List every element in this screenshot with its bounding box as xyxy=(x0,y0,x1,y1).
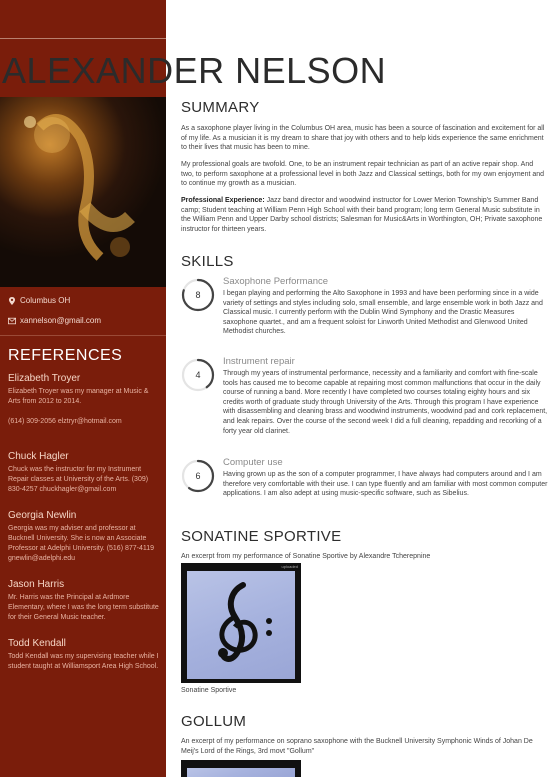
skill-description: Having grown up as the son of a computer programmer, I have always had computers around and I am therefore very comfortable with their use. I can type fluently and am familiar with most common computer applications. I am also adept at using music-specific software, such as Sibelius. xyxy=(223,471,548,498)
reference-item xyxy=(8,451,160,495)
reference-item xyxy=(8,638,160,672)
sonatine-caption: Sonatine Sportive xyxy=(181,687,237,694)
location-text: Columbus OH xyxy=(20,296,71,305)
skill-name: Saxophone Performance xyxy=(223,276,329,287)
skill-level: 4 xyxy=(195,370,201,380)
reference-item xyxy=(8,579,160,623)
saxophone-image xyxy=(0,97,166,287)
video-thumbnail xyxy=(187,768,295,777)
skill-name: Computer use xyxy=(223,457,283,468)
skill-description: I began playing and performing the Alto Saxophone in 1993 and have been performing since in a wide variety of settings and styles including solo, small ensemble, and large ensemble work in both Jazz and Classical music. I currently perform with the Dublin Wind Symphony and the Drastic Measures saxophone quartet., and am a frequent soloist for Linworth United Methodist and Glenwood United Methodist churches. xyxy=(223,290,543,336)
profile-photo xyxy=(0,97,166,287)
skill-name: Instrument repair xyxy=(223,356,295,367)
sonatine-excerpt: An excerpt from my performance of Sonatine Sportive by Alexandre Tcherepnine xyxy=(181,553,431,560)
sidebar-divider xyxy=(0,335,166,336)
experience-label: Professional Experience: xyxy=(181,197,265,204)
references-title: REFERENCES xyxy=(8,347,123,364)
gollum-title: GOLLUM xyxy=(181,713,247,730)
reference-name: Chuck Hagler xyxy=(8,451,69,462)
gollum-excerpt: An excerpt of my performance on soprano saxophone with the Bucknell University Symphonic Winds of Johan De Meij's Lord of the Rings, 3rd movt "Gollum" xyxy=(181,738,533,755)
video-tag: uploaded xyxy=(281,564,298,569)
email-text[interactable]: xannelson@gmail.com xyxy=(20,316,102,325)
skill-level: 6 xyxy=(195,471,201,481)
treble-bass-clef-icon xyxy=(187,571,295,679)
experience-text: Jazz band director and woodwind instructor for Lower Merion Township's Summer Band camp; Student teaching at William Penn High School with their band program; long term General Music substitute in the William Penn and Upper Darby school districts; Salesman for Music&Arts in Worthington, OH; Private saxophone instructor for thirteen years. xyxy=(181,197,543,233)
reference-name: Elizabeth Troyer xyxy=(8,373,81,384)
candidate-name: ALEXANDER NELSON xyxy=(2,50,387,91)
skill-level-ring xyxy=(181,358,215,392)
summary-title: SUMMARY xyxy=(181,99,260,116)
sonatine-video[interactable] xyxy=(181,563,301,683)
sonatine-title: SONATINE SPORTIVE xyxy=(181,528,342,545)
envelope-icon xyxy=(8,317,16,325)
reference-text: Elizabeth Troyer was my manager at Music & Arts from 2012 to 2014. (614) 309-2056 elztryr@hotmail.com xyxy=(8,388,149,425)
sidebar-top-divider xyxy=(0,38,166,39)
skill-description: Through my years of instrumental performance, necessity and a familiarity and comfort with fine-scale tools has caused me to become capable at repairing most common malfunctions that occur in the daily course of running a band. More recently I have completed two courses totaling eighty hours and six credits worth of graduate study through University of the Arts. Through this program I have experience with disassembling and cleaning brass and woodwind instruments, woodwind pad and cork replacement, and leak repairs. Over the course of the second week I did a full cleaning, repadding and recorking of a forty year old clarinet. xyxy=(223,370,548,435)
reference-name: Georgia Newlin xyxy=(8,510,77,521)
reference-item xyxy=(8,510,160,564)
experience-paragraph xyxy=(181,196,547,234)
skill-level-ring xyxy=(181,278,215,312)
reference-text: Chuck was the instructor for my Instrument Repair classes at University of the Arts. (309) 830-4257 chuckhagler@gmail.com xyxy=(8,466,149,493)
reference-item xyxy=(8,373,160,427)
reference-text: Todd Kendall was my supervising teacher while I student taught at Williamsport Area High School. xyxy=(8,653,159,670)
reference-name: Todd Kendall xyxy=(8,638,66,649)
skill-level: 8 xyxy=(195,290,201,300)
email[interactable] xyxy=(8,316,101,325)
video-thumbnail xyxy=(187,571,295,679)
reference-text: Georgia was my adviser and professor at Bucknell University. She is now an Associate Professor at Adelphi University. (516) 877-4119 gnewlin@adelphi.edu xyxy=(8,525,155,562)
reference-text: Mr. Harris was the Principal at Ardmore Elementary, where I was the long term substitute for their General Music teacher. xyxy=(8,594,159,621)
goals-paragraph: My professional goals are twofold. One, to be an instrument repair technician as part of an active repair shop. And two, to perform saxophone at a professional level in both Jazz and Classical settings, both for my own enjoyment and to continue my growth as a musician. xyxy=(181,161,545,188)
gollum-video[interactable] xyxy=(181,760,301,777)
reference-name: Jason Harris xyxy=(8,579,65,590)
summary-paragraph: As a saxophone player living in the Columbus OH area, music has been a source of fascination and excitement for all of my life. As a musician it is my dream to share that joy with others and to help kids experience the same enrichment to their lives that music has been to mine. xyxy=(181,125,545,152)
map-pin-icon xyxy=(8,297,16,305)
location xyxy=(8,296,70,305)
skills-title: SKILLS xyxy=(181,253,234,270)
sidebar xyxy=(0,0,166,777)
skill-level-ring xyxy=(181,459,215,493)
